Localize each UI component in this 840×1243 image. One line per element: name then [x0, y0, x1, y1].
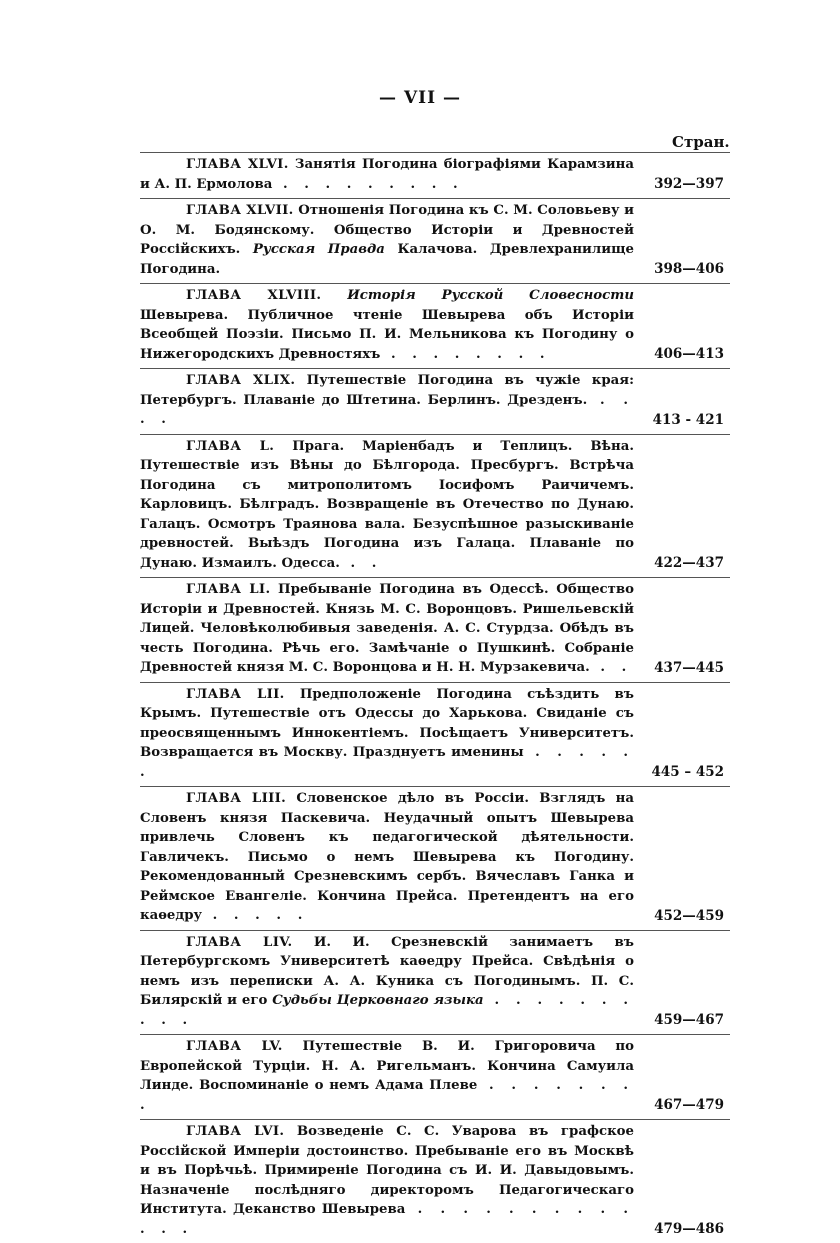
- toc-entry-liv: [140, 930, 730, 1035]
- chapter-summary: Прага. Маріенбадъ и Теплицъ. Вѣна. Путешествіе изъ Вѣны до Бѣлгорода. Пресбургъ. Встрѣча Погодина съ митрополитомъ Іосифомъ Раичичемъ. Карловицъ. Бѣлградъ. Возвращеніе въ Отечество по Дунаю. Галацъ. Осмотръ Траянова вала. Безуспѣшное разыскиваніе древностей. Выѣздъ Погодина изъ Галаца. Плаваніе по Дунаю. Измаилъ. Одесса.: [140, 438, 634, 571]
- leader-dots: . . . . . . . . . . . . .: [140, 1202, 634, 1237]
- page-range: 437—445: [654, 659, 724, 676]
- page-range: 445 – 452: [651, 764, 724, 780]
- page-range: 467—479: [654, 1097, 724, 1113]
- chapter-label: ГЛАВА XLVIII.: [186, 288, 322, 303]
- chapter-label: ГЛАВА LI.: [186, 582, 271, 597]
- chapter-label: ГЛАВА LV.: [186, 1039, 283, 1054]
- chapter-summary: Отношенія Погодина къ С. М. Соловьеву и О. М. Бодянскому. Общество Исторіи и Древностей Россійскихъ.: [140, 203, 634, 257]
- leader-dots: . . . . .: [202, 908, 309, 923]
- toc-entry-liii: [140, 786, 730, 930]
- chapter-label: ГЛАВА LIII.: [186, 791, 287, 806]
- toc-entry-xlviii: [140, 283, 730, 368]
- chapter-summary: Пребываніе Погодина въ Одессѣ. Общество Исторіи и Древностей. Князь М. С. Воронцовъ. Ришельевскій Лицей. Человѣколюбивыя заведенія. А. С. Стурдза. Обѣдъ въ честь Погодина. Рѣчь его. Замѣчаніе о Пушкинѣ. Собраніе Древностей князя М. С. Воронцова и Н. Н. Мурзакевича.: [140, 582, 634, 675]
- chapter-summary-cont: Калачова. Древлехранилище Погодина.: [140, 242, 634, 277]
- chapter-summary: И. И. Срезневскій занимаетъ въ Петербургскомъ Университетѣ каѳедру Прейса. Свѣдѣнія о немъ изъ переписки А. А. Куника съ Погодинымъ. П. С. Билярскій и его: [140, 934, 634, 1008]
- chapter-summary: Занятія Погодина біографіями Карамзина и А. П. Ермолова: [140, 157, 634, 192]
- toc-entry-xlix: [140, 368, 730, 434]
- toc-entry-lv: [140, 1034, 730, 1119]
- chapter-summary-cont: Шевырева. Публичное чтеніе Шевырева объ Исторіи Всеобщей Поэзіи. Письмо П. И. Мельникова къ Погодину о Нижегородскихъ Древностяхъ: [140, 307, 634, 362]
- chapter-summary: Путешествіе В. И. Григоровича по Европейской Турціи. Н. А. Ригельманъ. Кончина Самуила Линде. Воспоминаніе о немъ Адама Плеве: [140, 1039, 634, 1093]
- chapter-label: ГЛАВА LIV.: [186, 934, 293, 950]
- toc-entry-xlvi: [140, 152, 730, 198]
- leader-dots: . . . . . . . . .: [272, 176, 464, 192]
- page-range: 398—406: [654, 261, 724, 277]
- chapter-summary: [321, 288, 347, 303]
- chapter-label: ГЛАВА XLVI.: [186, 157, 289, 172]
- chapter-label: ГЛАВА L.: [186, 438, 275, 454]
- page-range: 452—459: [654, 907, 724, 924]
- leader-dots: . . . . . . . . . .: [140, 993, 635, 1028]
- page-range: 459—467: [654, 1012, 724, 1028]
- leader-dots: . . . . . . . .: [380, 346, 551, 362]
- chapter-label: ГЛАВА XLIX.: [186, 373, 296, 388]
- chapter-label: ГЛАВА XLVII.: [186, 203, 294, 218]
- leader-dots: . .: [339, 555, 383, 571]
- book-title: Исторія Русской Словесности: [347, 288, 635, 303]
- toc-entry-lii: [140, 682, 730, 787]
- toc-entry-li: [140, 577, 730, 682]
- toc-entry-xlvii: [140, 198, 730, 283]
- leader-dots: . . . .: [140, 392, 634, 427]
- page-range: 422—437: [654, 555, 724, 571]
- page-range: 479—486: [654, 1221, 724, 1237]
- chapter-label: ГЛАВА LVI.: [186, 1124, 285, 1139]
- page-range: 392—397: [654, 176, 724, 192]
- page-number: — VII —: [379, 88, 461, 108]
- chapter-summary: Путешествіе Погодина въ чужіе края: Петербургъ. Плаваніе до Штетина. Берлинъ. Дрезденъ.: [140, 373, 634, 408]
- toc-entry-lvi: [140, 1119, 730, 1243]
- page-range: 406—413: [654, 346, 724, 362]
- chapter-label: ГЛАВА LII.: [186, 686, 285, 702]
- chapter-summary: Возведеніе С. С. Уварова въ графское Россійской Имперіи достоинство. Пребываніе его въ Москвѣ и въ Порѣчьѣ. Примиреніе Погодина съ И. И. Давыдовымъ. Назначеніе послѣдняго директоромъ Педагогическаго Института. Деканство Шевырева: [140, 1124, 634, 1217]
- chapter-summary: Предположеніе Погодина съѣздить въ Крымъ. Путешествіе отъ Одессы до Харькова. Свиданіе съ преосвященнымъ Иннокентіемъ. Посѣщаетъ Университетъ. Возвращается въ Москву. Празднуетъ именины: [140, 686, 634, 760]
- book-title: Судьбы Церковнаго языка: [272, 993, 484, 1008]
- chapter-summary: Словенское дѣло въ Россіи. Взглядъ на Словенъ князя Паскевича. Неудачный опытъ Шевырева привлечь Словенъ къ педагогической дѣятельности. Гавличекъ. Письмо о немъ Шевырева къ Погодину. Рекомендованный Срезневскимъ сербъ. Вячеславъ Ганка и Реймское Евангеліе. Кончина Прейса. Претендентъ на его каѳедру: [140, 791, 635, 923]
- leader-dots: . . . . . .: [140, 745, 635, 780]
- table-of-contents: [140, 152, 730, 1243]
- page-range: 413 - 421: [652, 411, 724, 428]
- column-header-pages: Стран.: [672, 133, 730, 151]
- leader-dots: . .: [589, 660, 633, 675]
- toc-entry-l: [140, 434, 730, 578]
- leader-dots: . . . . . . . .: [140, 1078, 634, 1113]
- book-title: Русская Правда: [252, 242, 385, 257]
